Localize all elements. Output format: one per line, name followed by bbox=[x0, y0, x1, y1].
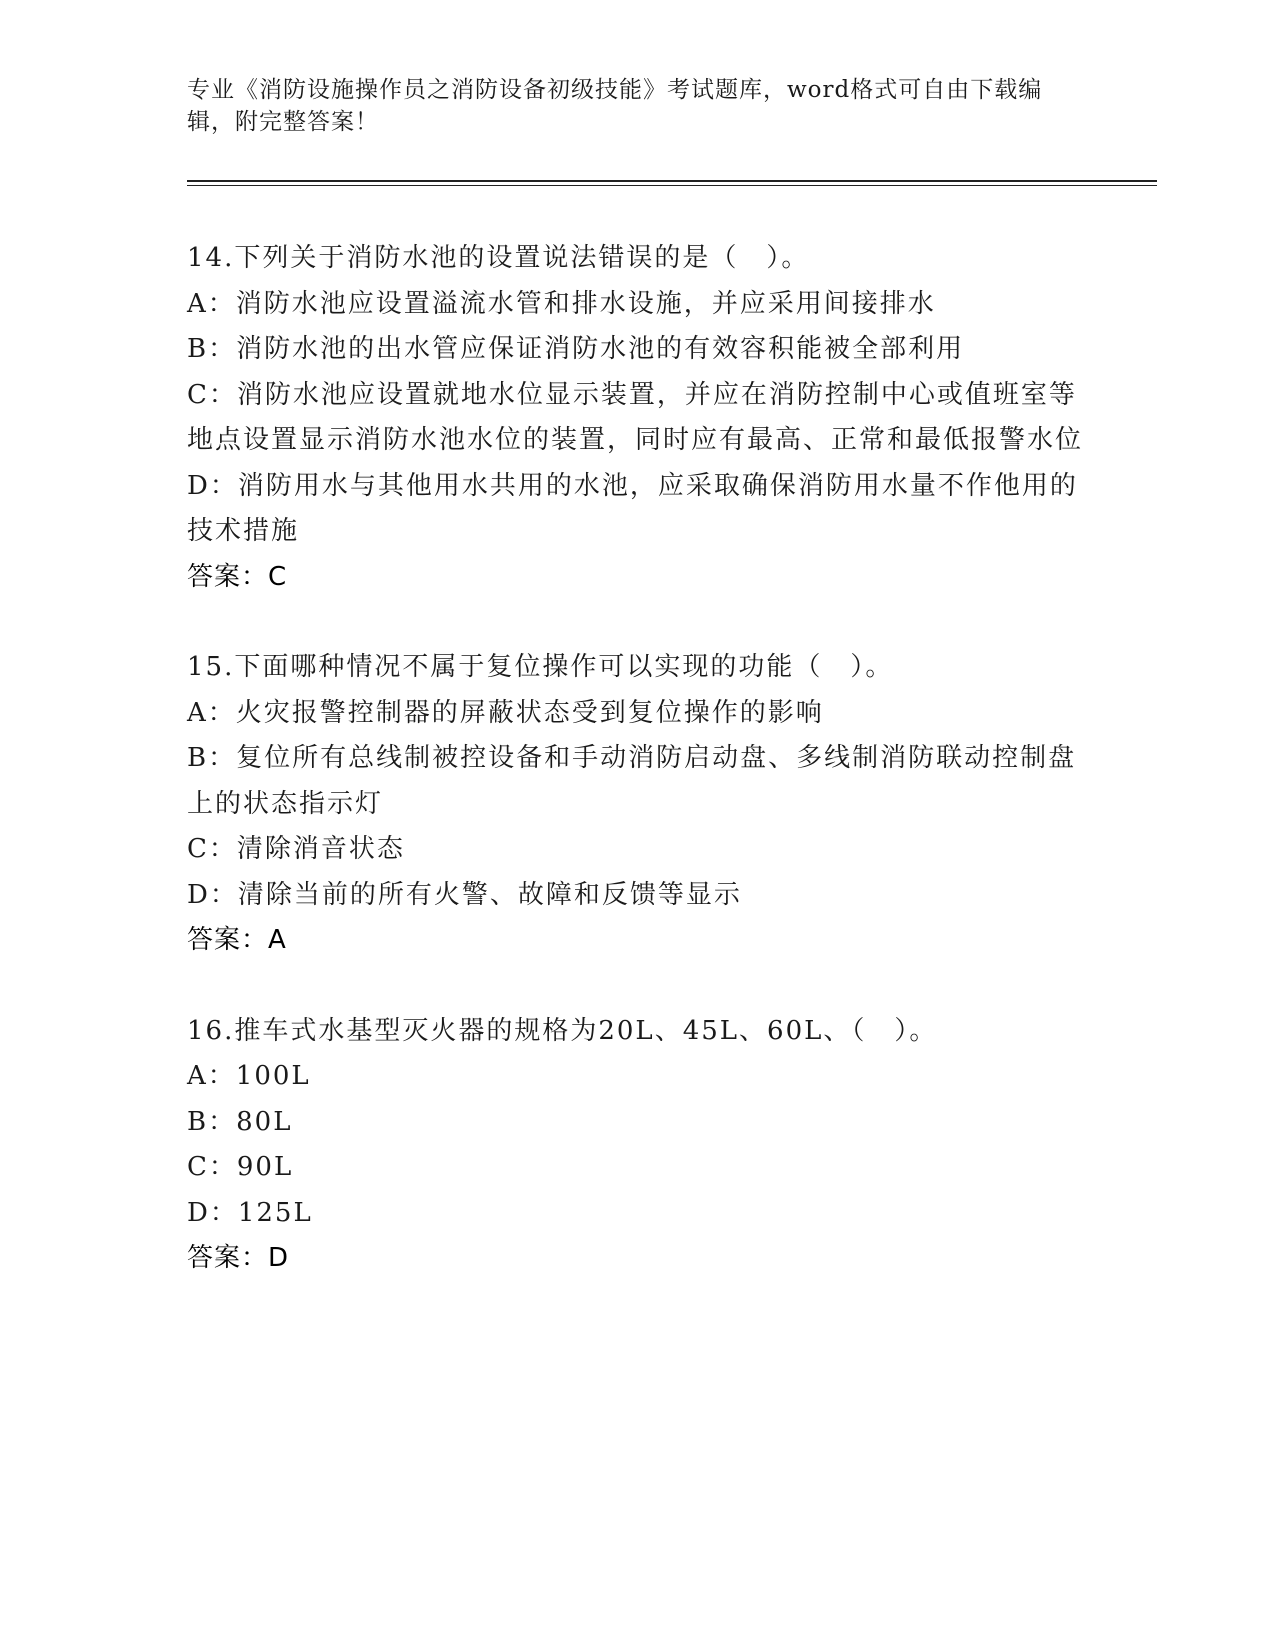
option-c: C：90L bbox=[187, 1152, 294, 1182]
option-a: A：火灾报警控制器的屏蔽状态受到复位操作的影响 bbox=[187, 697, 824, 728]
option-a: A：100L bbox=[187, 1061, 311, 1091]
answer: 答案：A bbox=[187, 925, 287, 955]
question-list bbox=[187, 236, 1087, 1282]
option-a: A：消防水池应设置溢流水管和排水设施，并应采用间接排水 bbox=[187, 288, 936, 319]
option-d: D：消防用水与其他用水共用的水池，应采取确保消防用水量不作他用的技术措施 bbox=[187, 470, 1078, 546]
header-rule-thin bbox=[187, 185, 1157, 186]
question-title: 16.推车式水基型灭火器的规格为20L、45L、60L、（ ）。 bbox=[187, 1015, 938, 1046]
option-c: C：消防水池应设置就地水位显示装置，并应在消防控制中心或值班室等地点设置显示消防水池水位的装置，同时应有最高、正常和最低报警水位 bbox=[187, 379, 1084, 455]
option-c: C：清除消音状态 bbox=[187, 834, 405, 864]
option-d: D：清除当前的所有火警、故障和反馈等显示 bbox=[187, 879, 742, 910]
question-16 bbox=[187, 1009, 1087, 1282]
question-gap bbox=[187, 600, 1087, 645]
document-header: 专业《消防设施操作员之消防设备初级技能》考试题库，word格式可自由下载编辑，附完整答案！ bbox=[187, 77, 1043, 135]
question-gap bbox=[187, 964, 1087, 1009]
question-title: 15.下面哪种情况不属于复位操作可以实现的功能（ ）。 bbox=[187, 652, 894, 682]
option-b: B：80L bbox=[187, 1106, 293, 1137]
answer: 答案：C bbox=[187, 561, 288, 592]
answer: 答案：D bbox=[187, 1243, 290, 1273]
question-title: 14.下列关于消防水池的设置说法错误的是（ ）。 bbox=[187, 243, 810, 273]
header-rule-thick bbox=[187, 180, 1157, 182]
option-b: B：复位所有总线制被控设备和手动消防启动盘、多线制消防联动控制盘上的状态指示灯 bbox=[187, 743, 1077, 819]
question-14 bbox=[187, 236, 1087, 600]
option-d: D：125L bbox=[187, 1197, 313, 1228]
option-b: B：消防水池的出水管应保证消防水池的有效容积能被全部利用 bbox=[187, 334, 965, 364]
question-15 bbox=[187, 645, 1087, 964]
